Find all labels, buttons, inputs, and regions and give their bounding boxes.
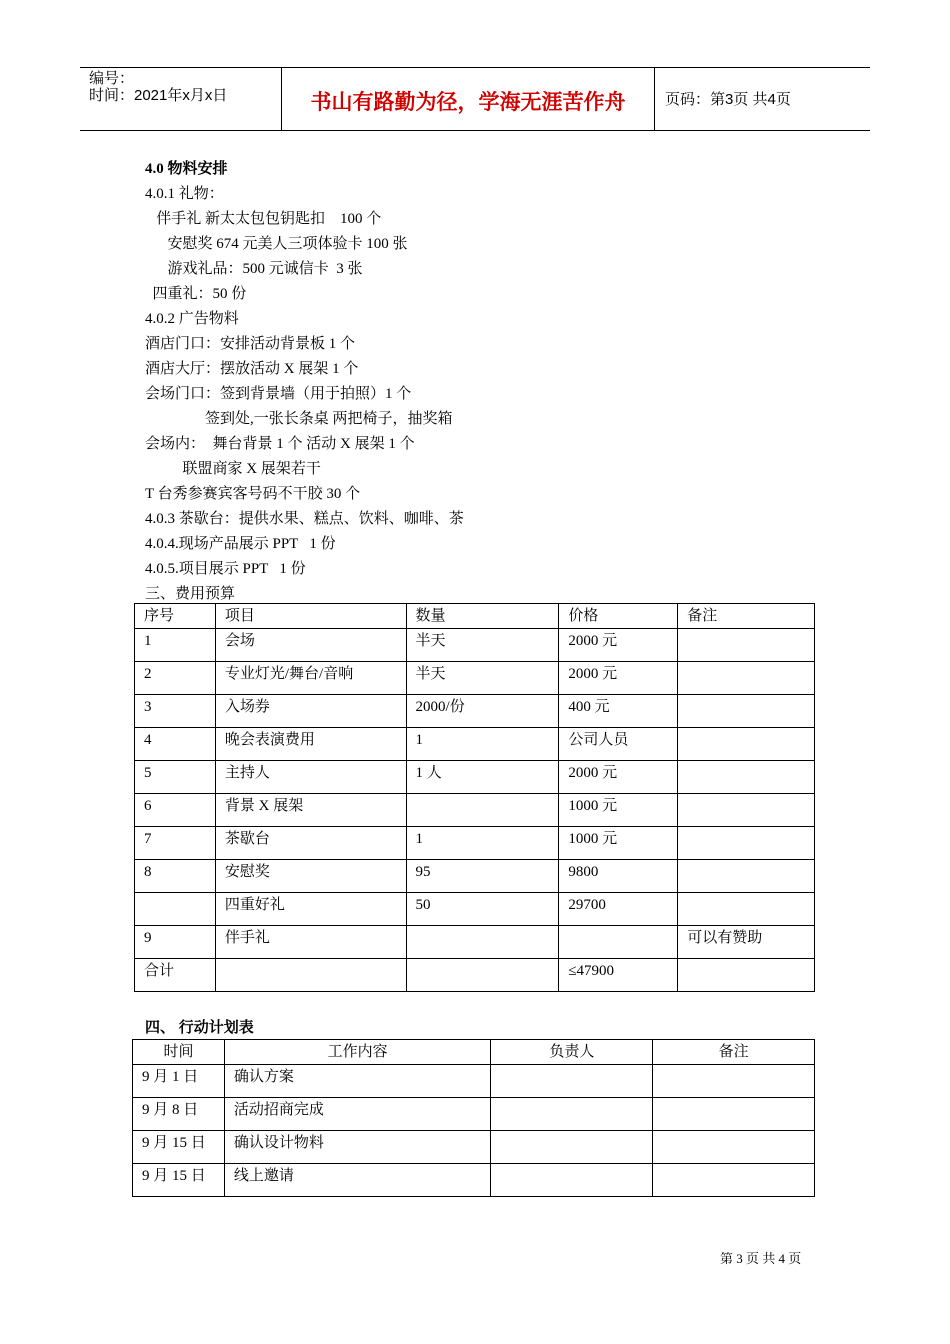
time-label: 时间：2021年x月x日 (89, 87, 228, 104)
table-cell: 9 月 15 日 (133, 1164, 225, 1197)
table-cell: 1 人 (406, 761, 559, 794)
text-line: 联盟商家 X 展架若干 (145, 461, 321, 477)
text-line: 伴手礼 新太太包包钥匙扣 100 个 (145, 211, 382, 227)
table-cell: 8 (135, 860, 216, 893)
text-line: 四重礼：50 份 (145, 286, 247, 302)
table-cell: 7 (135, 827, 216, 860)
table-cell: 伴手礼 (215, 926, 406, 959)
table-cell (678, 893, 815, 926)
table-cell: 9 月 8 日 (133, 1098, 225, 1131)
table-cell: 晚会表演费用 (215, 728, 406, 761)
table-cell: 4 (135, 728, 216, 761)
table-cell: 确认设计物料 (224, 1131, 491, 1164)
plan-title: 四、 行动计划表 (145, 1020, 254, 1036)
table-cell (406, 926, 559, 959)
table-cell (653, 1065, 815, 1098)
page-header (80, 67, 870, 131)
table-cell (491, 1098, 653, 1131)
table-cell: 2000/份 (406, 695, 559, 728)
table-row (135, 629, 815, 662)
table-cell: 专业灯光/舞台/音响 (215, 662, 406, 695)
table-cell: 1 (406, 827, 559, 860)
text-line: 会场内： 舞台背景 1 个 活动 X 展架 1 个 (145, 436, 415, 452)
table-cell: 1000 元 (559, 794, 678, 827)
table-cell (678, 662, 815, 695)
text-line: 酒店门口：安排活动背景板 1 个 (145, 336, 356, 352)
table-cell: 半天 (406, 662, 559, 695)
header-page-info: 页码：第3页 共4页 (665, 91, 791, 108)
text-line: 4.0.1 礼物： (145, 186, 224, 202)
table-cell: 活动招商完成 (224, 1098, 491, 1131)
table-cell: 茶歇台 (215, 827, 406, 860)
text-line: 4.0.5.项目展示 PPT 1 份 (145, 561, 306, 577)
table-cell: 主持人 (215, 761, 406, 794)
table-header-cell: 备注 (653, 1040, 815, 1065)
text-line: T 台秀参赛宾客号码不干胶 30 个 (145, 486, 361, 502)
table-cell (678, 695, 815, 728)
table-cell: 公司人员 (559, 728, 678, 761)
table-cell (678, 827, 815, 860)
table-cell (135, 893, 216, 926)
table-cell: 会场 (215, 629, 406, 662)
table-cell: 2000 元 (559, 761, 678, 794)
header-left (89, 70, 227, 104)
table-row (133, 1164, 815, 1197)
table-cell (653, 1164, 815, 1197)
table-row (135, 827, 815, 860)
document-body (145, 157, 464, 607)
table-cell: 入场券 (215, 695, 406, 728)
table-cell (491, 1164, 653, 1197)
table-cell: 四重好礼 (215, 893, 406, 926)
table-header-cell: 负责人 (491, 1040, 653, 1065)
table-cell (653, 1131, 815, 1164)
table-row (135, 761, 815, 794)
table-cell (491, 1131, 653, 1164)
table-row (135, 728, 815, 761)
table-row (135, 926, 815, 959)
table-cell (678, 794, 815, 827)
table-cell (653, 1098, 815, 1131)
table-cell: 29700 (559, 893, 678, 926)
table-cell (215, 959, 406, 992)
table-cell: 确认方案 (224, 1065, 491, 1098)
section-heading: 三、费用预算 (145, 586, 236, 602)
table-row (135, 893, 815, 926)
budget-table (134, 603, 815, 992)
table-cell (559, 926, 678, 959)
table-header-row (133, 1040, 815, 1065)
table-row (135, 860, 815, 893)
table-cell: 9 (135, 926, 216, 959)
table-cell: 6 (135, 794, 216, 827)
table-row (135, 695, 815, 728)
text-line: 酒店大厅：摆放活动 X 展架 1 个 (145, 361, 359, 377)
table-cell (491, 1065, 653, 1098)
header-divider (654, 68, 655, 130)
table-cell: 1000 元 (559, 827, 678, 860)
table-row (133, 1131, 815, 1164)
table-cell: ≤47900 (559, 959, 678, 992)
table-row (135, 794, 815, 827)
table-cell: 2000 元 (559, 629, 678, 662)
table-cell: 95 (406, 860, 559, 893)
table-row (135, 662, 815, 695)
table-cell (678, 860, 815, 893)
serial-label: 编号： (89, 70, 135, 87)
table-header-cell: 时间 (133, 1040, 225, 1065)
table-cell: 400 元 (559, 695, 678, 728)
table-cell: 背景 X 展架 (215, 794, 406, 827)
table-cell: 合计 (135, 959, 216, 992)
table-cell (678, 959, 815, 992)
table-row (133, 1065, 815, 1098)
table-cell (678, 728, 815, 761)
text-line: 4.0.4.现场产品展示 PPT 1 份 (145, 536, 336, 552)
page-footer: 第 3 页 共 4 页 (720, 1251, 802, 1266)
text-line: 安慰奖 674 元美人三项体验卡 100 张 (145, 236, 408, 252)
table-cell: 2000 元 (559, 662, 678, 695)
table-header-cell: 工作内容 (224, 1040, 491, 1065)
table-cell: 2 (135, 662, 216, 695)
table-cell (678, 761, 815, 794)
header-motto: 书山有路勤为径，学海无涯苦作舟 (310, 90, 626, 114)
table-cell: 9 月 1 日 (133, 1065, 225, 1098)
table-cell: 1 (406, 728, 559, 761)
table-cell (406, 794, 559, 827)
table-header-cell: 项目 (215, 604, 406, 629)
text-line: 4.0.2 广告物料 (145, 311, 239, 327)
table-cell: 3 (135, 695, 216, 728)
table-cell: 线上邀请 (224, 1164, 491, 1197)
table-cell: 50 (406, 893, 559, 926)
text-line: 签到处,一张长条桌 两把椅子，抽奖箱 (145, 411, 453, 427)
table-cell: 半天 (406, 629, 559, 662)
section-heading: 4.0 物料安排 (145, 161, 228, 177)
table-cell: 9800 (559, 860, 678, 893)
text-line: 会场门口：签到背景墙（用于拍照）1 个 (145, 386, 412, 402)
table-cell (678, 629, 815, 662)
table-header-cell: 数量 (406, 604, 559, 629)
table-header-cell: 备注 (678, 604, 815, 629)
text-line: 游戏礼品：500 元诚信卡 3 张 (145, 261, 363, 277)
text-line: 4.0.3 茶歇台：提供水果、糕点、饮料、咖啡、茶 (145, 511, 464, 527)
table-cell: 5 (135, 761, 216, 794)
table-cell (406, 959, 559, 992)
table-cell: 1 (135, 629, 216, 662)
table-cell: 可以有赞助 (678, 926, 815, 959)
table-row (133, 1098, 815, 1131)
table-header-cell: 序号 (135, 604, 216, 629)
table-row (135, 959, 815, 992)
table-header-cell: 价格 (559, 604, 678, 629)
table-cell: 9 月 15 日 (133, 1131, 225, 1164)
table-cell: 安慰奖 (215, 860, 406, 893)
table-header-row (135, 604, 815, 629)
plan-table (132, 1039, 815, 1197)
